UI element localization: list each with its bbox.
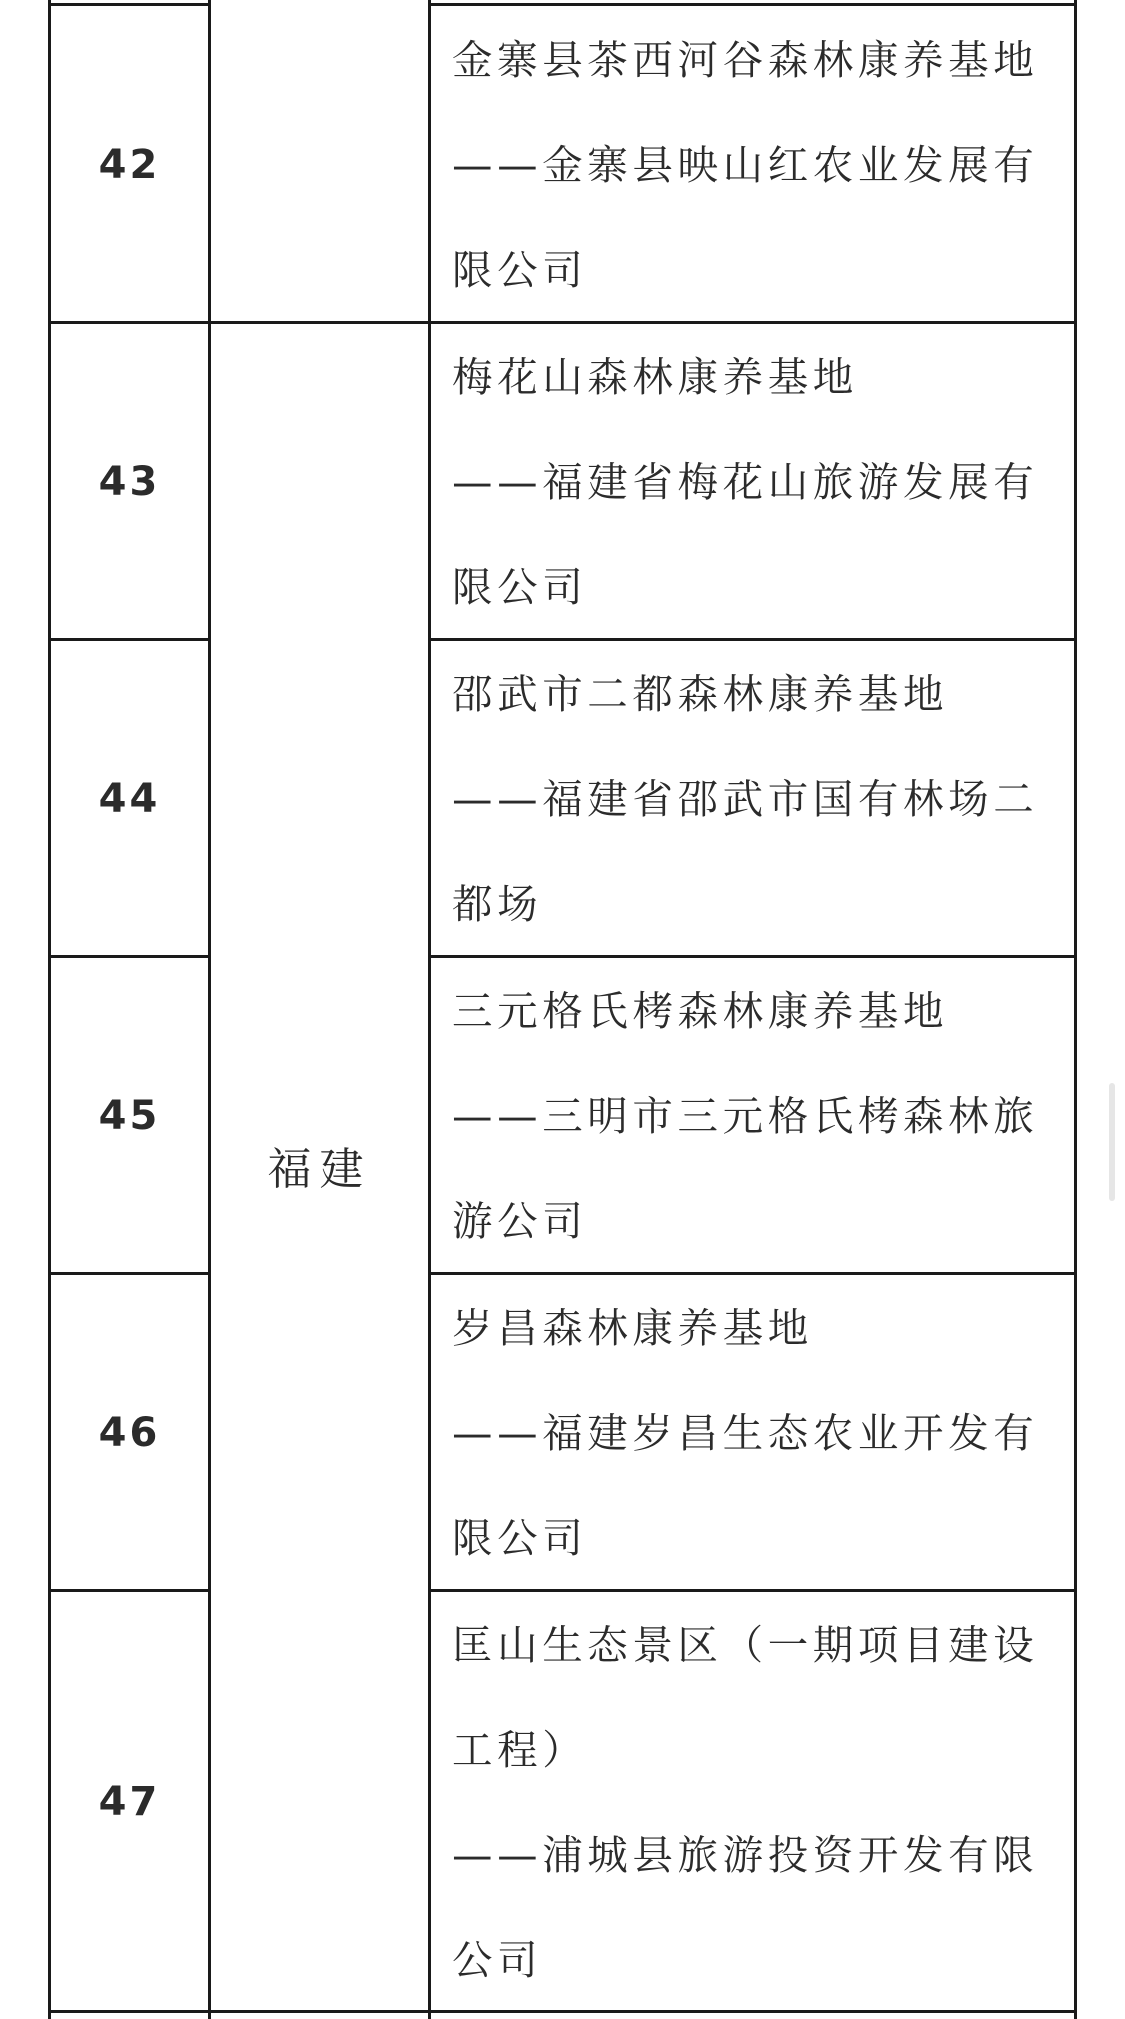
scrollbar[interactable] <box>1109 1083 1115 1201</box>
table-divider-number <box>208 0 211 2019</box>
base-entry: 三元格氏栲森林康养基地 ——三明市三元格氏栲森林旅 游公司 <box>452 987 1039 1245</box>
row-number: 42 <box>98 142 161 188</box>
base-entry: 邵武市二都森林康养基地 ——福建省邵武市国有林场二 都场 <box>452 670 1039 928</box>
row-divider <box>48 638 211 641</box>
table-border-right <box>1074 0 1077 2019</box>
row-divider <box>48 1272 211 1275</box>
row-number: 46 <box>98 1410 161 1456</box>
row-divider <box>428 3 1077 6</box>
table-divider-province <box>428 0 431 2019</box>
base-entry: 匡山生态景区（一期项目建设 工程） ——浦城县旅游投资开发有限 公司 <box>452 1621 1039 1984</box>
row-number: 43 <box>98 459 161 505</box>
row-number: 47 <box>98 1779 161 1825</box>
province-cell: 福建 <box>267 1144 372 1195</box>
row-divider <box>48 3 211 6</box>
row-number: 44 <box>98 776 161 822</box>
base-entry: 岁昌森林康养基地 ——福建岁昌生态农业开发有 限公司 <box>452 1304 1039 1562</box>
row-number: 45 <box>98 1093 161 1139</box>
base-entry: 梅花山森林康养基地 ——福建省梅花山旅游发展有 限公司 <box>452 353 1039 611</box>
row-divider <box>48 1589 211 1592</box>
row-divider <box>48 955 211 958</box>
base-entry: 金寨县茶西河谷森林康养基地 ——金寨县映山红农业发展有 限公司 <box>452 36 1039 294</box>
table-border-left <box>48 0 51 2019</box>
